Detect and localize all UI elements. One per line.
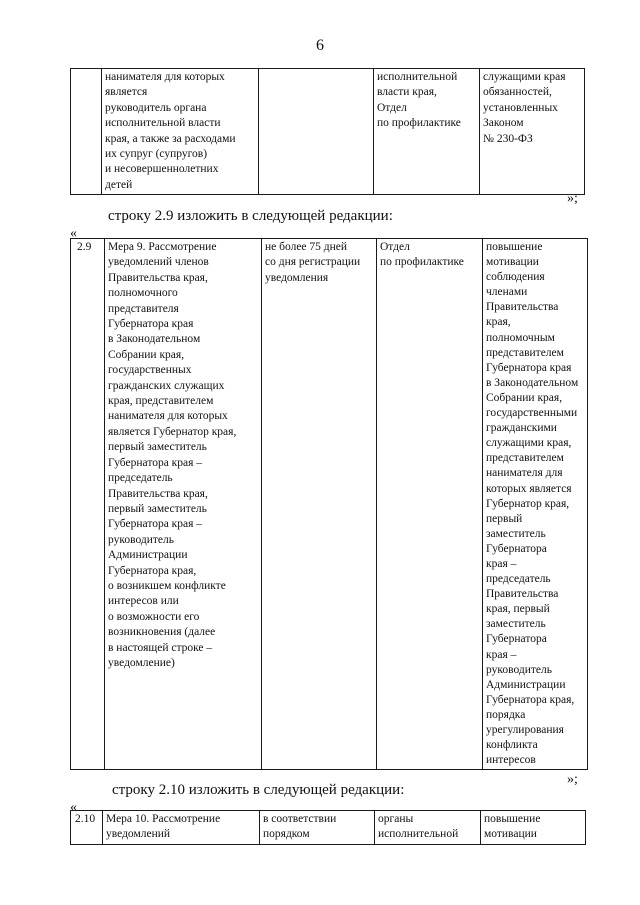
cell-deadline [259,69,374,195]
text-line: № 230-ФЗ [483,132,533,145]
text-line: конфликта [486,739,538,752]
text-line: Мера 9. Рассмотрение [108,241,217,253]
text-line: края – [486,648,517,661]
text-line: представителем [486,346,564,359]
text-line: представителя [108,302,179,315]
text-line: председатель [108,472,173,485]
text-line: которых является [486,482,572,495]
text-line: соблюдения [486,271,545,284]
text-line: служащими края, [486,437,572,450]
text-line: установленных [483,101,558,114]
row-2-9-table [70,238,588,770]
text-line: Губернатора края – [108,456,203,469]
table-row [71,239,588,770]
text-line: повышение [484,813,541,825]
text-line: Губернатора края, [108,564,197,577]
text-line: нанимателя для [486,467,563,480]
text-line: урегулирования [486,724,564,736]
cell-responsible [377,239,483,770]
text-line: Собрании края, [108,348,185,361]
cell-result [483,239,588,770]
text-line: руководитель [108,533,174,546]
row-2-10-table [70,810,586,845]
text-line: Мера 10. Рассмотрение [106,813,221,825]
text-line: руководитель [486,663,552,676]
cell-measure [103,811,260,845]
cell-number [71,69,102,195]
text-line: Губернатора [486,542,547,555]
text-line: руководитель органа [105,101,207,114]
cell-result [480,69,585,195]
text-line: края, первый [486,603,550,616]
text-line: края – [486,557,517,570]
text-line: о возникшем конфликте [108,579,226,592]
text-line: Губернатора края [108,318,194,331]
text-line: гражданских служащих [108,379,225,392]
text-line: Губернатор края, [486,497,570,510]
text-line: их супруг (супругов) [105,148,208,161]
text-line: уведомлений [106,828,171,841]
cell-measure [102,69,259,195]
text-line: Законом [483,117,524,130]
text-line: края, а также за расходами [105,132,236,145]
text-line: возникновения (далее [108,626,216,639]
text-line: Администрации [486,678,566,691]
text-line: Губернатора края [486,361,572,374]
open-quote: « [70,226,77,241]
text-line: государственными [486,407,578,420]
close-quote: »; [567,772,578,787]
text-line: председатель [486,573,551,586]
text-line: гражданскими [486,422,557,435]
text-line: мотивации [484,828,537,841]
text-line: заместитель [486,618,546,631]
text-line: детей [105,178,133,191]
text-line: служащими края [483,71,566,83]
text-line: является Губернатор края, [108,425,237,438]
text-line: повышение [486,241,543,253]
text-line: представителем [486,452,564,465]
text-line: нанимателя для которых [105,71,225,83]
text-line: заместитель [486,527,546,540]
text-line: о возможности его [108,610,200,623]
text-line: уведомление) [108,656,175,669]
text-line: Губернатора [486,633,547,646]
cell-deadline [262,239,377,770]
text-line: исполнительной [378,828,459,841]
text-line: Правительства края, [108,271,208,284]
instruction-text: строку 2.10 изложить в следующей редакции: [112,782,405,798]
text-line: в настоящей строке – [108,641,213,654]
text-line: государственных [108,364,192,377]
text-line: первый заместитель [108,502,207,515]
text-line: власти края, [377,86,437,99]
text-line: Собрании края, [486,391,563,404]
text-line: порядком [263,828,310,841]
text-line: исполнительной власти [105,117,221,130]
text-line: интересов [486,754,536,767]
text-line: со дня регистрации [265,256,361,269]
cell-responsible [375,811,481,845]
text-line: интересов или [108,595,179,608]
text-line: не более 75 дней [265,241,348,253]
close-quote: »; [567,191,578,206]
text-line: полномочным [486,331,555,344]
cell-measure [105,239,262,770]
text-line: мотивации [486,256,539,269]
text-line: в соответствии [263,813,337,825]
text-line: в Законодательном [108,333,201,346]
text-line: Губернатора края – [108,518,203,531]
text-line: по профилактике [380,256,464,269]
text-line: порядка [486,708,526,721]
text-line: Правительства [486,588,559,601]
text-line: Отдел [380,241,410,253]
text-line: в Законодательном [486,376,579,389]
text-line: края, [486,316,511,329]
cell-number: 2.9 [71,239,105,770]
text-line: уведомления [265,271,329,284]
text-line: исполнительной [377,71,458,83]
text-line: первый [486,512,523,525]
instruction-text: строку 2.9 изложить в следующей редакции: [108,208,393,224]
table-row [71,69,585,195]
cell-result [481,811,586,845]
cell-responsible [374,69,480,195]
page-number: 6 [316,37,324,54]
text-line: органы [378,813,414,825]
cell-deadline [260,811,375,845]
text-line: первый заместитель [108,441,207,454]
text-line: Губернатора края, [486,693,575,706]
table-row [71,811,586,845]
text-line: полномочного [108,287,178,300]
text-line: по профилактике [377,117,461,130]
text-line: Администрации [108,549,188,562]
text-line: Отдел [377,101,407,114]
text-line: края, представителем [108,395,214,408]
text-line: Правительства края, [108,487,208,500]
text-line: является [105,86,148,99]
cell-number: 2.10 [71,811,103,845]
continuation-table [70,68,585,195]
text-line: уведомлений членов [108,256,209,269]
text-line: членами [486,286,528,299]
open-quote: « [70,800,77,815]
text-line: нанимателя для которых [108,410,228,423]
text-line: Правительства [486,301,559,314]
text-line: и несовершеннолетних [105,163,219,176]
text-line: обязанностей, [483,86,552,99]
